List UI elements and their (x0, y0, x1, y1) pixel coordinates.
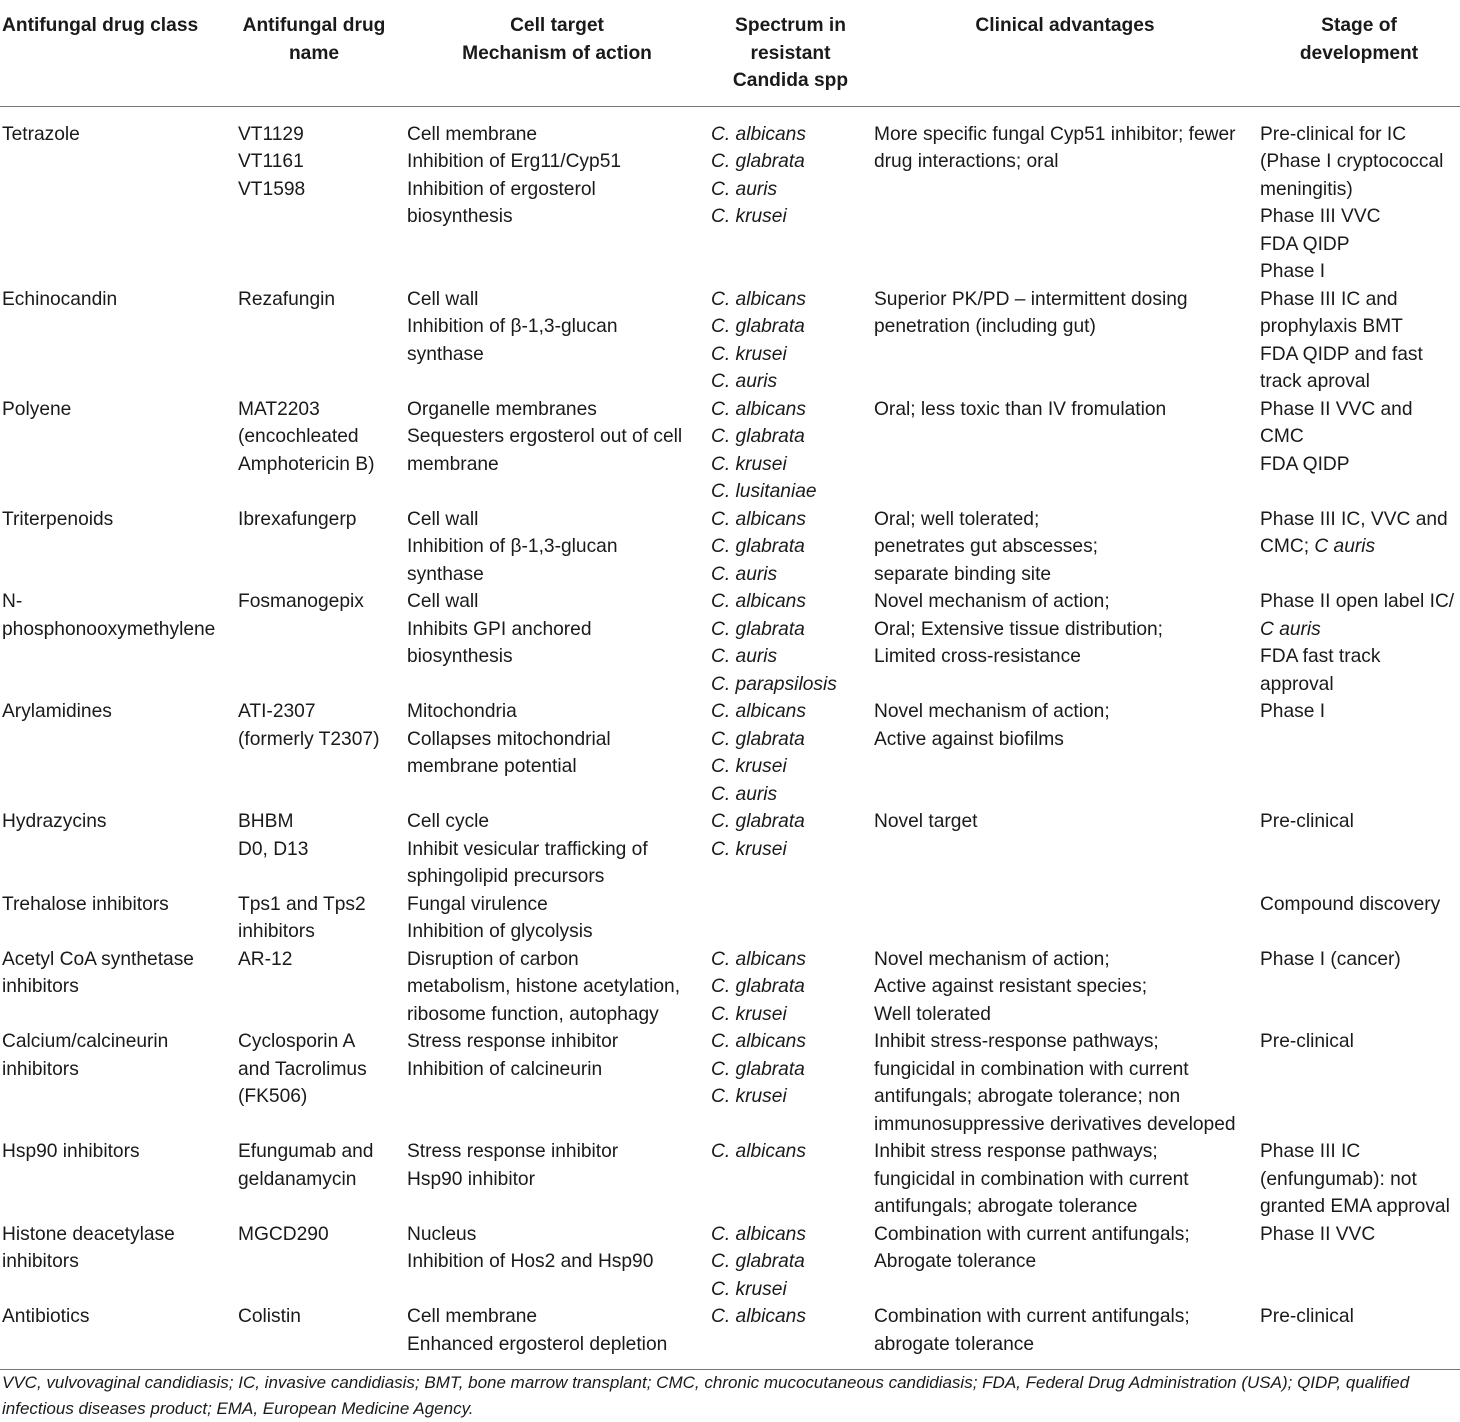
header-drug-class (0, 0, 223, 106)
cell-text-line: Cell wall (407, 508, 479, 530)
cell-text-line: penetrates gut abscesses; (874, 536, 1098, 557)
table-row (0, 1221, 1460, 1304)
cell-text-line: Pre-clinical for IC (1260, 123, 1407, 145)
cell-text-line: Inhibition of calcineurin (407, 1058, 603, 1080)
cell-text-line: Phase III VVC (1260, 206, 1381, 227)
cell-text-line: Stress response inhibitor (407, 1031, 619, 1052)
cell-text-line: Compound discovery (1260, 893, 1441, 915)
cell-text-line: Cell wall (407, 591, 479, 612)
cell-spectrum (709, 506, 872, 589)
cell-text-line: Enhanced ergosterol depletion (407, 1333, 668, 1355)
table-row (0, 808, 1460, 891)
cell-stage (1258, 1028, 1460, 1138)
cell-clinical-advantages (872, 698, 1258, 808)
cell-text-line: C. parapsilosis (711, 673, 837, 695)
cell-text-line: Hydrazycins (2, 811, 107, 832)
cell-text-line: CMC (1260, 426, 1304, 447)
cell-text-line: penetration (including gut) (874, 316, 1096, 337)
cell-clinical-advantages (872, 1221, 1258, 1304)
header-spectrum (709, 0, 872, 106)
cell-drug-class (0, 286, 223, 396)
cell-text-line: Tps1 and Tps2 (238, 893, 366, 915)
cell-text-line: membrane (407, 453, 499, 475)
cell-text-line: ATI-2307 (238, 701, 316, 722)
cell-text-line: FDA QIDP (1260, 453, 1350, 475)
cell-text-line: (Phase I cryptococcal (1260, 151, 1444, 172)
header-text-line: Mechanism of action (462, 42, 652, 64)
cell-drug-class (0, 506, 223, 589)
cell-spectrum (709, 891, 872, 946)
cell-drug-class (0, 698, 223, 808)
cell-text-line: fungicidal in combination with current (874, 1168, 1189, 1190)
cell-target-mechanism (405, 588, 709, 698)
cell-spectrum (709, 106, 872, 286)
cell-spectrum (709, 1221, 872, 1304)
table-row (0, 1028, 1460, 1138)
cell-drug-name (223, 698, 405, 808)
cell-text-line: Superior PK/PD – intermittent dosing (874, 288, 1188, 310)
cell-clinical-advantages (872, 946, 1258, 1029)
header-text-line: development (1299, 42, 1419, 64)
cell-text-line: Arylamidines (2, 701, 112, 722)
cell-text-line: C. lusitaniae (711, 481, 817, 502)
cell-text-line: C. auris (711, 646, 778, 667)
cell-text-line: C. albicans (711, 701, 806, 722)
cell-drug-name (223, 286, 405, 396)
cell-text-line: C. albicans (711, 508, 806, 530)
cell-text-line: Ibrexafungerp (238, 508, 357, 530)
cell-text-line: Phase I (1260, 701, 1326, 722)
cell-text-line: Phase III IC and (1260, 288, 1398, 310)
cell-target-mechanism (405, 808, 709, 891)
cell-drug-name (223, 946, 405, 1029)
cell-text-line: Cell membrane (407, 123, 538, 145)
cell-text-line: C auris (1260, 618, 1321, 640)
header-text-line: Clinical advantages (975, 15, 1155, 36)
header-text-line: Stage of (1321, 15, 1397, 36)
table-row (0, 1303, 1460, 1370)
table-row (0, 506, 1460, 589)
cell-stage (1258, 588, 1460, 698)
header-text-line: Candida spp (732, 70, 849, 91)
cell-text-line: C. glabrata (711, 536, 805, 557)
cell-clinical-advantages (872, 808, 1258, 891)
cell-text-line: membrane potential (407, 756, 577, 777)
cell-drug-class (0, 588, 223, 698)
cell-text-line: D0, D13 (238, 838, 309, 860)
cell-text-line: VT1161 (238, 151, 304, 172)
cell-target-mechanism (405, 286, 709, 396)
cell-text-line: C. albicans (711, 1141, 806, 1162)
cell-text-line: More specific fungal Cyp51 inhibitor; fewer (874, 123, 1236, 145)
table-row (0, 588, 1460, 698)
cell-spectrum (709, 396, 872, 506)
cell-clinical-advantages (872, 506, 1258, 589)
cell-drug-class (0, 808, 223, 891)
cell-text-line: Colistin (238, 1306, 301, 1327)
cell-clinical-advantages (872, 286, 1258, 396)
cell-stage (1258, 808, 1460, 891)
cell-text-line: Cell cycle (407, 811, 490, 832)
cell-text-line: antifungals; abrogate tolerance; non (874, 1086, 1181, 1107)
cell-text-line: Amphotericin B) (238, 453, 375, 475)
cell-text-line: and Tacrolimus (238, 1058, 367, 1080)
cell-stage (1258, 1303, 1460, 1370)
cell-spectrum (709, 1138, 872, 1221)
cell-text-line: Fosmanogepix (238, 591, 364, 612)
cell-text-line: Well tolerated (874, 1003, 991, 1025)
cell-text-line: C. krusei (711, 838, 787, 860)
cell-text-line: C. glabrata (711, 1251, 805, 1272)
cell-text-line: Novel target (874, 811, 978, 832)
cell-text-line: VT1598 (238, 178, 306, 200)
cell-drug-class (0, 946, 223, 1029)
cell-text-line: C. krusei (711, 343, 787, 365)
cell-text-line: Inhibition of Hos2 and Hsp90 (407, 1251, 654, 1272)
cell-text-line: synthase (407, 563, 484, 585)
cell-text-line: Phase I (1260, 261, 1326, 282)
cell-text-line: Oral; well tolerated; (874, 508, 1040, 530)
cell-drug-name (223, 106, 405, 286)
cell-text-line: Inhibition of Erg11/Cyp51 (407, 151, 622, 172)
cell-text-line: track aproval (1260, 371, 1370, 392)
cell-text-line: (enfungumab): not (1260, 1168, 1417, 1190)
cell-text-line: drug interactions; oral (874, 151, 1059, 172)
cell-text-line: C. krusei (711, 1278, 787, 1300)
cell-text-line: VT1129 (238, 123, 304, 145)
cell-spectrum (709, 1303, 872, 1370)
cell-text-line: CMC; C auris (1260, 536, 1376, 557)
cell-text-line: C. albicans (711, 123, 806, 145)
cell-text-line: C. albicans (711, 398, 806, 420)
cell-text-line: AR-12 (238, 948, 293, 970)
cell-target-mechanism (405, 1221, 709, 1304)
cell-clinical-advantages (872, 588, 1258, 698)
cell-stage (1258, 946, 1460, 1029)
cell-target-mechanism (405, 1028, 709, 1138)
cell-drug-class (0, 1028, 223, 1138)
cell-text-line: Stress response inhibitor (407, 1141, 619, 1162)
cell-target-mechanism (405, 1138, 709, 1221)
cell-text-line: C. glabrata (711, 618, 805, 640)
cell-text-line: C. glabrata (711, 1058, 805, 1080)
table-row (0, 946, 1460, 1029)
cell-text-line: C. auris (711, 783, 778, 805)
cell-spectrum (709, 698, 872, 808)
cell-text-line: meningitis) (1260, 178, 1353, 200)
cell-text-line: Novel mechanism of action; (874, 948, 1110, 970)
cell-stage (1258, 106, 1460, 286)
cell-text-line: FDA QIDP (1260, 233, 1350, 255)
cell-text-line: Pre-clinical (1260, 1031, 1354, 1052)
cell-text-line: Nucleus (407, 1223, 477, 1245)
cell-text-line: Acetyl CoA synthetase (2, 948, 194, 970)
cell-drug-class (0, 396, 223, 506)
cell-text-line: (encochleated (238, 426, 359, 447)
cell-drug-name (223, 506, 405, 589)
header-text-line: Antifungal drug (242, 15, 386, 36)
cell-text-line: Disruption of carbon (407, 948, 579, 970)
cell-drug-name (223, 1138, 405, 1221)
header-text-line: name (288, 42, 340, 64)
cell-target-mechanism (405, 506, 709, 589)
cell-text-line: Combination with current antifungals; (874, 1223, 1190, 1245)
cell-target-mechanism (405, 1303, 709, 1370)
table-row (0, 1138, 1460, 1221)
cell-text-line: C. albicans (711, 591, 806, 612)
cell-text-line: Oral; Extensive tissue distribution; (874, 618, 1164, 640)
cell-text-line: Inhibit stress response pathways; (874, 1141, 1158, 1162)
table-row (0, 286, 1460, 396)
cell-text-line: Antibiotics (2, 1306, 90, 1327)
header-text-line: Antifungal drug class (2, 15, 199, 36)
cell-text-line: prophylaxis BMT (1260, 316, 1403, 337)
cell-drug-name (223, 808, 405, 891)
cell-text-line: Novel mechanism of action; (874, 591, 1110, 612)
cell-stage (1258, 891, 1460, 946)
cell-text-line: Sequesters ergosterol out of cell (407, 426, 683, 447)
cell-text-line: C. albicans (711, 288, 806, 310)
cell-text-line: Inhibit stress-response pathways; (874, 1031, 1159, 1052)
cell-text-line: abrogate tolerance (874, 1333, 1035, 1355)
cell-text-line: FDA QIDP and fast (1260, 343, 1423, 365)
cell-clinical-advantages (872, 1028, 1258, 1138)
cell-drug-class (0, 1138, 223, 1221)
cell-stage (1258, 698, 1460, 808)
cell-text-line: Novel mechanism of action; (874, 701, 1110, 722)
table-footnote (2, 1370, 1458, 1422)
cell-target-mechanism (405, 106, 709, 286)
cell-text-line: Active against resistant species; (874, 976, 1148, 997)
cell-spectrum (709, 808, 872, 891)
cell-text-line: C. glabrata (711, 811, 805, 832)
cell-text-line: MGCD290 (238, 1223, 329, 1245)
cell-drug-class (0, 1303, 223, 1370)
cell-target-mechanism (405, 891, 709, 946)
cell-text-line: Phase III IC, VVC and (1260, 508, 1448, 530)
cell-text-line: C. auris (711, 371, 778, 392)
table-row (0, 698, 1460, 808)
cell-text-line: C. albicans (711, 1223, 806, 1245)
cell-text-line: metabolism, histone acetylation, (407, 976, 681, 997)
cell-drug-name (223, 891, 405, 946)
cell-text-line: BHBM (238, 811, 294, 832)
table-body (0, 106, 1460, 1370)
cell-text-line: biosynthesis (407, 206, 513, 227)
cell-text-line: C. auris (711, 178, 778, 200)
cell-drug-class (0, 1221, 223, 1304)
table-row (0, 106, 1460, 286)
cell-text-line: Organelle membranes (407, 398, 597, 420)
cell-stage (1258, 506, 1460, 589)
cell-text-line: Echinocandin (2, 288, 118, 310)
cell-text-line: Cyclosporin A (238, 1031, 356, 1052)
cell-text-line: Mitochondria (407, 701, 517, 722)
cell-text-line: Active against biofilms (874, 728, 1064, 750)
cell-spectrum (709, 286, 872, 396)
cell-text-line: C. krusei (711, 453, 787, 475)
cell-text-line: C. krusei (711, 1086, 787, 1107)
cell-text-line: MAT2203 (238, 398, 320, 420)
cell-text-line: inhibitors (2, 1058, 79, 1080)
cell-text-line: Histone deacetylase (2, 1223, 175, 1245)
cell-drug-name (223, 1028, 405, 1138)
table-header (0, 0, 1460, 106)
cell-drug-name (223, 588, 405, 698)
cell-target-mechanism (405, 698, 709, 808)
cell-clinical-advantages (872, 891, 1258, 946)
footnote-line: infectious diseases product; EMA, European Medicine Agency. (2, 1399, 474, 1418)
footnote-line: VVC, vulvovaginal candidiasis; IC, invasive candidiasis; BMT, bone marrow transplant; CMC, chronic mucocutaneous candidiasis; FDA, Federal Drug Administration (USA); QIDP, qualified (2, 1373, 1410, 1392)
cell-text-line: Trehalose inhibitors (2, 893, 169, 915)
cell-text-line: Inhibition of β-1,3-glucan (407, 316, 618, 337)
cell-drug-name (223, 396, 405, 506)
cell-text-line: ribosome function, autophagy (407, 1003, 659, 1025)
table-row (0, 891, 1460, 946)
header-row (0, 0, 1460, 106)
cell-text-line: C. albicans (711, 1306, 806, 1327)
cell-clinical-advantages (872, 1303, 1258, 1370)
cell-target-mechanism (405, 396, 709, 506)
cell-text-line: C. glabrata (711, 151, 805, 172)
cell-text-line: C. albicans (711, 948, 806, 970)
cell-text-line: Inhibit vesicular trafficking of (407, 838, 648, 860)
cell-stage (1258, 1138, 1460, 1221)
cell-text-line: synthase (407, 343, 484, 365)
cell-text-line: C. krusei (711, 756, 787, 777)
cell-text-line: Phase II VVC and (1260, 398, 1413, 420)
cell-text-line: C. glabrata (711, 316, 805, 337)
cell-text-line: Abrogate tolerance (874, 1251, 1037, 1272)
cell-text-line: Tetrazole (2, 123, 80, 145)
cell-drug-name (223, 1221, 405, 1304)
cell-spectrum (709, 588, 872, 698)
cell-text-line: Cell membrane (407, 1306, 538, 1327)
cell-text-line: Efungumab and (238, 1141, 374, 1162)
cell-text-line: Rezafungin (238, 288, 336, 310)
italic-species: C auris (1314, 536, 1376, 557)
cell-text-line: phosphonooxymethylene (2, 618, 216, 640)
cell-spectrum (709, 946, 872, 1029)
cell-clinical-advantages (872, 1138, 1258, 1221)
cell-text-line: Phase I (cancer) (1260, 948, 1401, 970)
cell-text-line: C. glabrata (711, 426, 805, 447)
cell-text-line: inhibitors (2, 1251, 79, 1272)
header-drug-name (223, 0, 405, 106)
cell-clinical-advantages (872, 396, 1258, 506)
cell-text-line: Phase II VVC (1260, 1223, 1376, 1245)
cell-text-line: Combination with current antifungals; (874, 1306, 1190, 1327)
cell-text-line: Collapses mitochondrial (407, 728, 611, 750)
cell-text-line: Calcium/calcineurin (2, 1031, 169, 1052)
header-stage (1258, 0, 1460, 106)
header-text-line: Spectrum in (735, 15, 846, 36)
cell-text-line: immunosuppressive derivatives developed (874, 1113, 1236, 1135)
cell-stage (1258, 396, 1460, 506)
cell-text-line: separate binding site (874, 563, 1052, 585)
cell-text-line: Limited cross-resistance (874, 646, 1081, 667)
cell-text-line: FDA fast track (1260, 646, 1381, 667)
header-clinical-advantages (872, 0, 1258, 106)
cell-drug-class (0, 891, 223, 946)
cell-text-line: Phase III IC (1260, 1141, 1361, 1162)
cell-text-line: Inhibits GPI anchored (407, 618, 592, 640)
cell-text-line: Fungal virulence (407, 893, 548, 915)
cell-text-line: Cell wall (407, 288, 479, 310)
cell-text-line: C. glabrata (711, 728, 805, 750)
cell-text-line: C. krusei (711, 206, 787, 227)
cell-clinical-advantages (872, 106, 1258, 286)
cell-text-line: sphingolipid precursors (407, 866, 605, 887)
table-row (0, 396, 1460, 506)
cell-text-line: Pre-clinical (1260, 811, 1354, 832)
cell-text-line: Hsp90 inhibitor (407, 1168, 535, 1190)
cell-text-line: C. albicans (711, 1031, 806, 1052)
cell-stage (1258, 286, 1460, 396)
header-cell-target (405, 0, 709, 106)
cell-stage (1258, 1221, 1460, 1304)
cell-text-line: biosynthesis (407, 646, 513, 667)
cell-text-line: antifungals; abrogate tolerance (874, 1196, 1138, 1217)
cell-text-line: (formerly T2307) (238, 728, 380, 750)
cell-text-line: Inhibition of glycolysis (407, 921, 593, 942)
cell-text-line: Phase II open label IC/ (1260, 591, 1455, 612)
cell-drug-class (0, 106, 223, 286)
cell-text-line: inhibitors (2, 976, 79, 997)
cell-text-line: Hsp90 inhibitors (2, 1141, 140, 1162)
cell-text-line: N- (2, 591, 23, 612)
cell-text-line: Polyene (2, 398, 72, 420)
cell-text-line: Pre-clinical (1260, 1306, 1354, 1327)
cell-text-line: geldanamycin (238, 1168, 357, 1190)
cell-target-mechanism (405, 946, 709, 1029)
cell-drug-name (223, 1303, 405, 1370)
cell-text-line: C. krusei (711, 1003, 787, 1025)
cell-text-line: approval (1260, 673, 1334, 695)
cell-spectrum (709, 1028, 872, 1138)
cell-text-line: granted EMA approval (1260, 1196, 1450, 1217)
cell-text-line: fungicidal in combination with current (874, 1058, 1189, 1080)
cell-text-line: C. auris (711, 563, 778, 585)
cell-text-line: inhibitors (238, 921, 315, 942)
header-text-line: Cell target (510, 15, 604, 36)
cell-text-line: Triterpenoids (2, 508, 114, 530)
cell-text-line: (FK506) (238, 1086, 308, 1107)
cell-text-line: Inhibition of β-1,3-glucan (407, 536, 618, 557)
cell-text-line: C. glabrata (711, 976, 805, 997)
cell-text-line: Oral; less toxic than IV fromulation (874, 398, 1167, 420)
header-text-line: resistant (750, 42, 831, 64)
cell-text-line: Inhibition of ergosterol (407, 178, 596, 200)
